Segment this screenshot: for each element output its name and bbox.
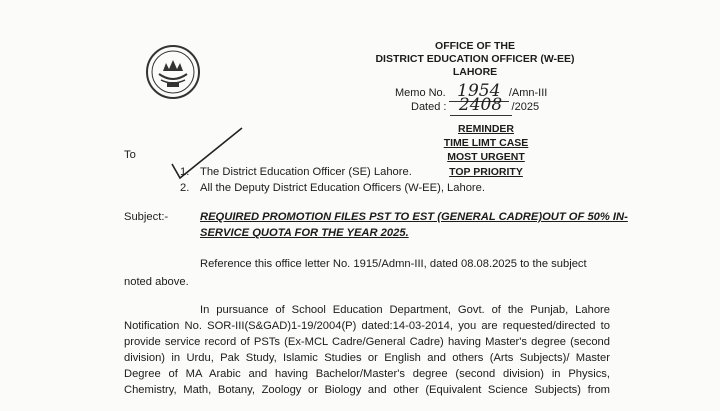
subject-label: Subject:- xyxy=(124,211,169,223)
recipient-1: The District Education Officer (SE) Lahore. xyxy=(200,166,412,178)
tag-reminder: REMINDER xyxy=(457,123,514,135)
memo-number: 1954 xyxy=(449,81,509,102)
paragraph-line-5: Degree of MA Arabic and having Bachelor/Master's degree (second division) in Physics, xyxy=(124,368,610,380)
punjab-government-logo xyxy=(145,44,201,100)
recipient-2: All the Deputy District Education Officers (W-EE), Lahore. xyxy=(200,182,485,194)
paragraph-line-3: provide service record of PSTs (Ex-MCL Cadre/General Cadre) having Master's degree (second xyxy=(124,336,610,348)
recipient-1-num: 1. xyxy=(180,166,190,178)
recipient-2-num: 2. xyxy=(180,182,190,194)
paragraph-line-2: Notification No. SOR-III(S&GAD)1-19/2004(P) dated:14-03-2014, you are requested/directed to xyxy=(124,320,610,332)
tag-most-urgent: MOST URGENT xyxy=(447,151,525,163)
subject-line-1: REQUIRED PROMOTION FILES PST TO EST (GENERAL CADRE)OUT OF 50% IN- xyxy=(200,211,628,223)
dated-handwritten: 2408 xyxy=(450,95,512,116)
office-city: LAHORE xyxy=(452,66,498,78)
paragraph-line-1: In pursuance of School Education Department, Govt. of the Punjab, Lahore xyxy=(200,304,610,316)
tag-time-limit: TIME LIMT CASE xyxy=(443,137,529,149)
reference-line-1: Reference this office letter No. 1915/Admn-III, dated 08.08.2025 to the subject xyxy=(200,258,587,270)
memo-label: Memo No. xyxy=(395,87,446,99)
tag-top-priority: TOP PRIORITY xyxy=(449,166,523,178)
paragraph-line-4: division) in Urdu, Pak Study, Islamic Studies or English and others (Arts Subjects)/ Master xyxy=(124,352,610,364)
dated-label: Dated : xyxy=(411,101,447,113)
subject-line-2: SERVICE QUOTA FOR THE YEAR 2025. xyxy=(200,227,409,239)
to-label: To xyxy=(124,149,136,161)
dated-line xyxy=(411,95,539,116)
paragraph-line-6: Chemistry, Math, Botany, Zoology or Biology and other (Equivalent Science Subjects) from xyxy=(124,384,610,396)
dated-year: /2025 xyxy=(511,101,540,113)
office-title: OFFICE OF THE xyxy=(435,40,515,52)
office-name: DISTRICT EDUCATION OFFICER (W-EE) xyxy=(375,53,575,65)
reference-line-2: noted above. xyxy=(124,276,189,288)
memo-suffix: /Amn-III xyxy=(508,87,548,99)
